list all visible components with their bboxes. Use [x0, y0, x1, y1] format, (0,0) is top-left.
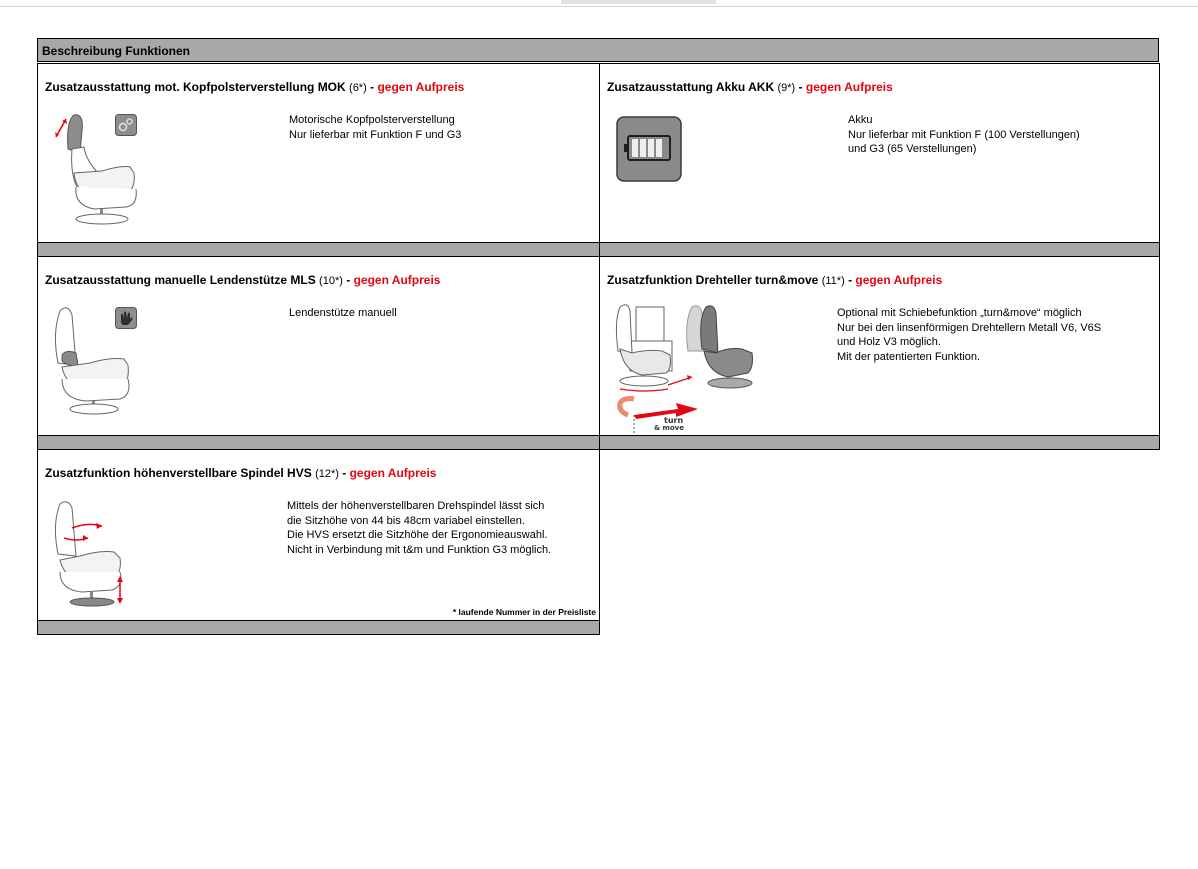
battery-icon	[616, 116, 682, 182]
cell-description: Motorische Kopfpolsterverstellung Nur lieferbar mit Funktion F und G3	[289, 114, 462, 141]
top-divider	[0, 6, 1198, 7]
logo-text-turn: turn	[664, 416, 684, 425]
price-badge: gegen Aufpreis	[377, 80, 465, 94]
section-header: Beschreibung Funktionen	[37, 38, 1159, 62]
cell-akk	[599, 63, 1160, 243]
cell-mls	[37, 256, 600, 436]
height-spindle-icon	[50, 498, 140, 608]
row-separator-bar	[37, 620, 600, 635]
price-badge: gegen Aufpreis	[353, 273, 441, 287]
cell-title: Zusatzfunktion höhenverstellbare Spindel HVS (12*) - gegen Aufpreis	[45, 466, 437, 480]
cell-title: Zusatzausstattung manuelle Lendenstütze MLS (10*) - gegen Aufpreis	[45, 273, 441, 287]
cell-hvs	[37, 449, 600, 621]
row-separator-bar	[37, 435, 600, 450]
turntable-chairs-icon	[612, 301, 758, 391]
footnote: * laufende Nummer in der Preisliste	[452, 607, 596, 617]
cell-title: Zusatzausstattung Akku AKK (9*) - gegen Aufpreis	[607, 80, 893, 94]
cell-description: Lendenstütze manuell	[289, 307, 397, 319]
turn-move-logo	[614, 395, 706, 433]
cell-description: Akku Nur lieferbar mit Funktion F (100 Verstellungen) und G3 (65 Verstellungen)	[848, 114, 1080, 155]
cell-title: Zusatzfunktion Drehteller turn&move (11*) - gegen Aufpreis	[607, 273, 943, 287]
hand-icon	[115, 307, 137, 329]
top-tab	[561, 0, 716, 4]
gear-icon	[115, 114, 137, 136]
row-separator-bar	[37, 242, 600, 257]
row-separator-bar	[599, 435, 1160, 450]
cell-description: Mittels der höhenverstellbaren Drehspindel lässt sich die Sitzhöhe von 44 bis 48cm variabel einstellen. Die HVS ersetzt die Sitzhöhe der Ergonomieauswahl. Nicht in Verbindung mit t&m und Funktion G3 möglich.	[287, 500, 552, 556]
row-separator-bar	[599, 242, 1160, 257]
cell-title: Zusatzausstattung mot. Kopfpolsterverstellung MOK (6*) - gegen Aufpreis	[45, 80, 465, 94]
cell-mok	[37, 63, 600, 243]
cell-description: Optional mit Schiebefunktion „turn&move“ möglich Nur bei den linsenförmigen Drehtellern Metall V6, V6S und Holz V3 möglich. Mit der patentierten Funktion.	[837, 307, 1102, 363]
price-badge: gegen Aufpreis	[805, 80, 893, 94]
logo-text-move: & move	[654, 424, 684, 432]
cell-turn-move	[599, 256, 1160, 436]
price-badge: gegen Aufpreis	[349, 466, 437, 480]
price-badge: gegen Aufpreis	[855, 273, 943, 287]
